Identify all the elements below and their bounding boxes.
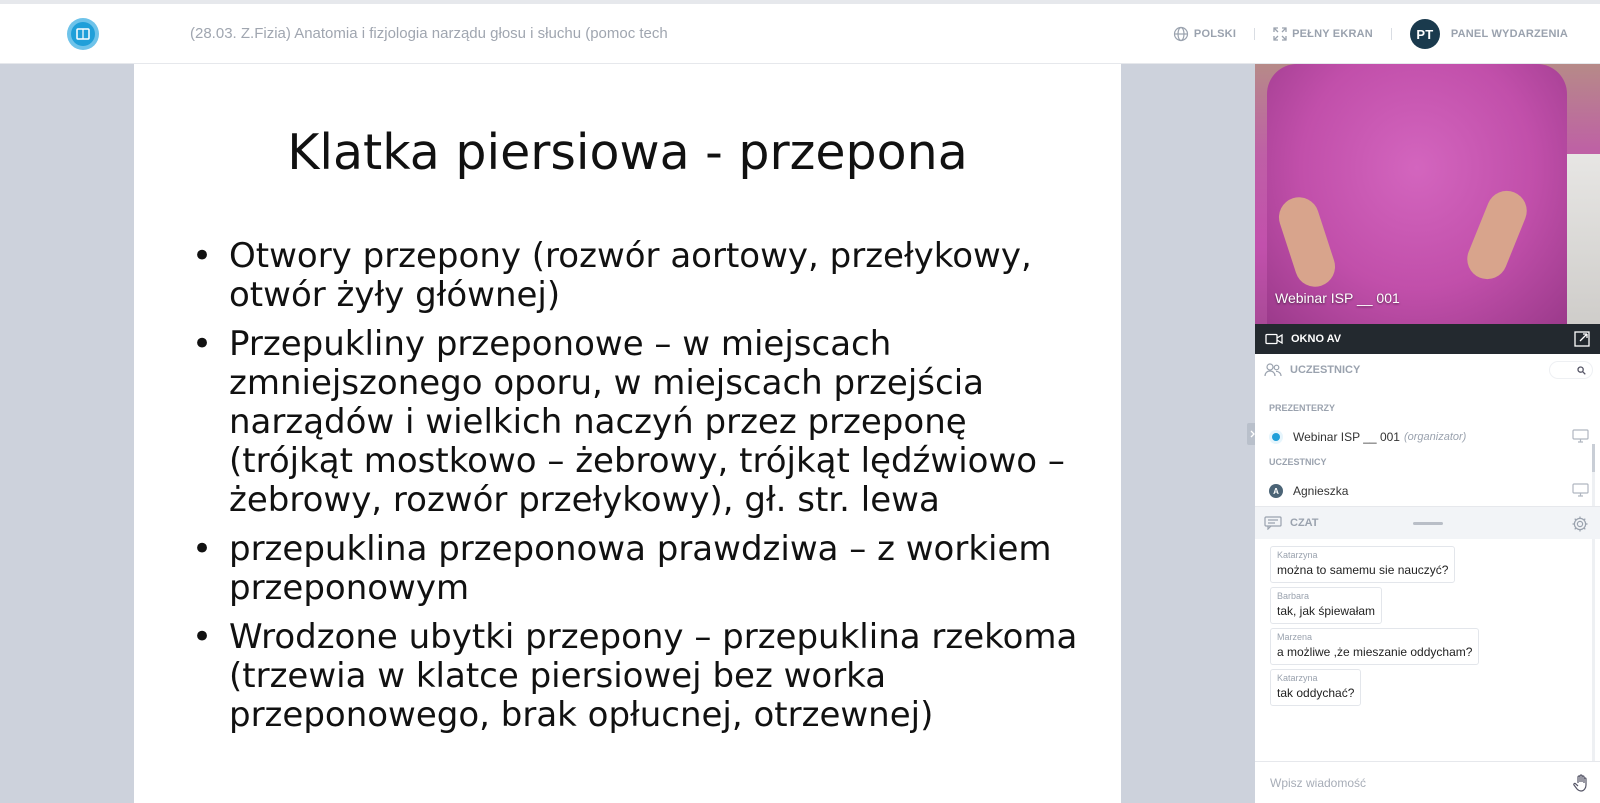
globe-icon	[1173, 26, 1189, 42]
av-window-label: OKNO AV	[1291, 333, 1342, 345]
participant-name: Webinar ISP __ 001	[1293, 430, 1400, 444]
monitor-icon	[1572, 483, 1589, 497]
right-panel	[1255, 64, 1600, 803]
chat-messages	[1270, 546, 1590, 710]
chat-message	[1270, 669, 1361, 706]
participants-header[interactable]	[1255, 354, 1600, 386]
participant-row[interactable]	[1269, 481, 1589, 501]
chat-input-area	[1255, 761, 1600, 803]
participant-name: Agnieszka	[1293, 484, 1349, 498]
panel-scrollbar[interactable]	[1592, 444, 1595, 796]
language-button[interactable]	[1173, 26, 1236, 42]
video-participant-label: Webinar ISP __ 001	[1275, 290, 1400, 306]
chat-message-input[interactable]	[1270, 776, 1550, 790]
message-text: a możliwe ,że mieszanie oddycham?	[1277, 645, 1473, 659]
message-text: można to samemu sie nauczyć?	[1277, 563, 1449, 577]
attendees-label: UCZESTNICY	[1269, 457, 1327, 467]
av-window-bar	[1255, 324, 1600, 354]
divider	[1391, 28, 1392, 40]
camera-icon	[1265, 333, 1283, 345]
presenters-label: PREZENTERZY	[1269, 403, 1336, 413]
slide-bullet: • przepuklina przeponowa prawdziwa – z workiem przeponowym	[192, 530, 1092, 608]
slide-bullet: • Przepukliny przeponowe – w miejscach zmniejszonego oporu, w miejscach przejścia narządów i wielkich naczyń przez przeponę (trójkąt mostkowo – żebrowy, trójkąt lędźwiowo – żebrowy, rozwór przełykowy), gł. str. lewa	[192, 325, 1092, 520]
participants-heading: UCZESTNICY	[1290, 364, 1361, 376]
event-title: (28.03. Z.Fizia) Anatomia i fizjologia narządu głosu i słuchu (pomoc tech	[190, 25, 668, 42]
event-panel-label: PANEL WYDARZENIA	[1450, 28, 1568, 40]
scrollbar-thumb[interactable]	[1592, 444, 1595, 472]
app-logo-icon[interactable]	[67, 18, 99, 50]
chat-heading: CZAT	[1290, 517, 1319, 529]
slide-bullet: • Otwory przepony (rozwór aortowy, przełykowy, otwór żyły głównej)	[192, 237, 1092, 315]
slide-title: Klatka piersiowa - przepona	[287, 124, 968, 181]
chat-message	[1270, 628, 1479, 665]
chat-message	[1270, 587, 1382, 624]
monitor-icon	[1572, 429, 1589, 443]
message-author: Katarzyna	[1277, 673, 1318, 683]
participant-row[interactable]	[1269, 427, 1589, 447]
gear-icon[interactable]	[1571, 515, 1589, 533]
raise-hand-icon[interactable]	[1573, 774, 1589, 792]
presentation-slide	[134, 64, 1121, 803]
participants-search-button[interactable]	[1549, 361, 1593, 379]
chat-header[interactable]	[1255, 506, 1600, 539]
video-feed[interactable]	[1255, 64, 1600, 324]
message-author: Marzena	[1277, 632, 1313, 642]
top-bar	[0, 0, 1600, 64]
message-text: tak oddychać?	[1277, 686, 1355, 700]
message-text: tak, jak śpiewałam	[1277, 604, 1376, 618]
popout-icon[interactable]	[1574, 331, 1590, 347]
top-nav	[1173, 18, 1568, 50]
language-label: POLSKI	[1193, 28, 1237, 40]
fullscreen-icon	[1273, 27, 1287, 41]
chat-icon	[1264, 516, 1282, 530]
presenter-status-icon	[1269, 430, 1283, 444]
event-panel-button[interactable]	[1410, 19, 1568, 49]
slide-bullet-list	[192, 237, 1092, 745]
divider	[1254, 28, 1255, 40]
participant-avatar: A	[1269, 484, 1283, 498]
fullscreen-label: PEŁNY EKRAN	[1292, 28, 1373, 40]
message-author: Barbara	[1277, 591, 1310, 601]
users-icon	[1264, 363, 1282, 377]
participant-role: (organizator)	[1403, 431, 1467, 443]
search-icon	[1577, 366, 1586, 375]
chat-message	[1270, 546, 1455, 583]
fullscreen-button[interactable]	[1273, 27, 1373, 41]
message-author: Katarzyna	[1277, 550, 1318, 560]
avatar: PT	[1410, 19, 1440, 49]
resize-handle[interactable]	[1413, 522, 1443, 525]
slide-bullet: • Wrodzone ubytki przepony – przepuklina rzekoma (trzewia w klatce piersiowej bez worka przeponowego, brak opłucnej, otrzewnej)	[192, 618, 1092, 735]
